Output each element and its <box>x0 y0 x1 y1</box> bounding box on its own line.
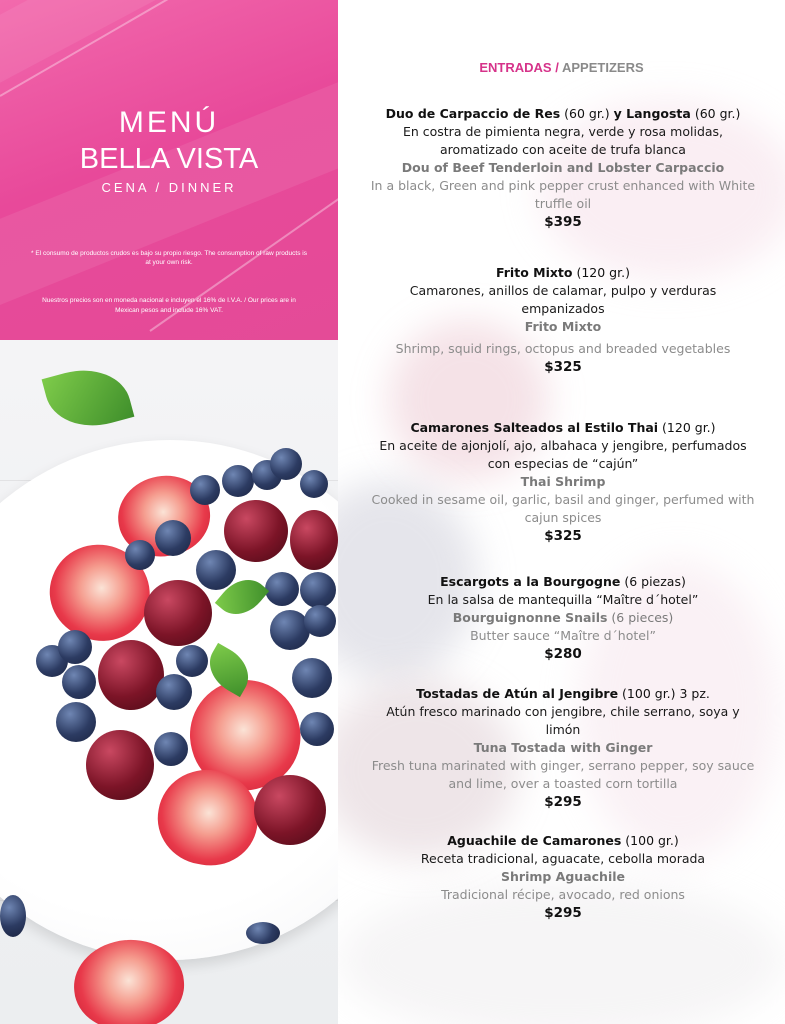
item-portion-en: (6 pieces) <box>611 610 674 625</box>
item-name-en: Shrimp Aguachile <box>501 869 625 884</box>
section-separator: / <box>555 60 559 75</box>
blueberry-icon <box>265 572 299 606</box>
item-description-en: Tradicional récipe, avocado, red onions <box>441 887 685 902</box>
cherry-icon <box>86 730 154 800</box>
item-name-es-2: y Langosta <box>613 106 691 121</box>
blueberry-icon <box>300 470 328 498</box>
item-description-en: Fresh tuna marinated with ginger, serrano pepper, soy sauce and lime, over a toasted corn tortilla <box>371 758 755 791</box>
item-name-es: Camarones Salteados al Estilo Thai <box>410 420 659 435</box>
item-name-es: Escargots a la Bourgogne <box>440 574 621 589</box>
blueberry-icon <box>155 520 191 556</box>
menu-title: MENÚ <box>118 106 220 139</box>
blueberry-icon <box>125 540 155 570</box>
item-description-es: Camarones, anillos de calamar, pulpo y verduras empanizados <box>409 283 717 316</box>
decorative-band <box>0 0 338 96</box>
item-portion-es: (6 piezas) <box>624 574 686 589</box>
item-description-en: Shrimp, squid rings, octopus and breaded vegetables <box>395 341 731 356</box>
item-description-es: Atún fresco marinado con jengibre, chile serrano, soya y limón <box>386 704 740 737</box>
item-description-es: Receta tradicional, aguacate, cebolla morada <box>420 851 706 866</box>
item-description-en: Cooked in sesame oil, garlic, basil and ginger, perfumed with cajun spices <box>371 492 755 525</box>
item-portion-es: (100 gr.) <box>625 833 679 848</box>
menu-item <box>368 264 758 376</box>
item-portion-es: (120 gr.) <box>576 265 630 280</box>
cherry-icon <box>144 580 212 646</box>
cherry-icon <box>224 500 288 562</box>
blueberry-icon <box>58 630 92 664</box>
header-panel <box>0 0 338 340</box>
item-name-en: Thai Shrimp <box>520 474 606 489</box>
meal-subtitle: CENA / DINNER <box>101 180 237 195</box>
cherry-icon <box>98 640 164 710</box>
blueberry-icon <box>270 448 302 480</box>
section-title-en: APPETIZERS <box>562 60 644 75</box>
item-price: $395 <box>544 214 582 230</box>
price-notice: Nuestros precios son en moneda nacional e incluyen el 16% de I.V.A. / Our prices are in Mexican pesos and include 16% VAT. <box>42 297 296 314</box>
blueberry-icon <box>56 702 96 742</box>
item-name-es: Aguachile de Camarones <box>447 833 622 848</box>
restaurant-name: BELLA VISTA <box>79 143 259 175</box>
fruit-plate-photo <box>0 340 338 1024</box>
item-name-en: Dou of Beef Tenderloin and Lobster Carpaccio <box>401 160 725 175</box>
item-portion-es: (100 gr.) 3 pz. <box>622 686 710 701</box>
item-name-es: Tostadas de Atún al Jengibre <box>416 686 619 701</box>
menu-item <box>368 832 758 922</box>
item-name-en: Frito Mixto <box>524 319 602 334</box>
cherry-icon <box>290 510 338 570</box>
blueberry-icon <box>190 475 220 505</box>
blueberry-icon <box>300 572 336 608</box>
blueberry-icon <box>156 674 192 710</box>
raw-products-notice: * El consumo de productos crudos es bajo su propio riesgo. The consumption of raw products is at your own risk. <box>31 250 307 266</box>
blueberry-icon <box>246 922 280 944</box>
menu-item <box>368 685 758 811</box>
item-portion-es: (60 gr.) <box>564 106 610 121</box>
menu-item <box>368 573 758 663</box>
blueberry-icon <box>304 605 336 637</box>
item-name-en: Bourguignonne Snails <box>452 610 608 625</box>
item-price: $295 <box>544 905 582 921</box>
item-description-es: En aceite de ajonjolí, ajo, albahaca y jengibre, perfumados con especias de “cajún” <box>379 438 747 471</box>
item-name-es: Frito Mixto <box>496 265 573 280</box>
item-description-en: Butter sauce “Maître d´hotel” <box>470 628 656 643</box>
item-description-es: En costra de pimienta negra, verde y rosa molidas, aromatizado con aceite de trufa blanca <box>402 124 724 157</box>
item-price: $295 <box>544 794 582 810</box>
blueberry-icon <box>222 465 254 497</box>
item-description-en: In a black, Green and pink pepper crust enhanced with White truffle oil <box>370 178 756 211</box>
blueberry-icon <box>62 665 96 699</box>
menu-item <box>368 419 758 545</box>
blueberry-icon <box>292 658 332 698</box>
item-price: $280 <box>544 646 582 662</box>
menu-content <box>338 0 785 1024</box>
item-name-en: Tuna Tostada with Ginger <box>473 740 653 755</box>
cherry-icon <box>254 775 326 845</box>
blueberry-icon <box>300 712 334 746</box>
section-title-es: ENTRADAS <box>479 60 552 75</box>
item-description-es: En la salsa de mantequilla “Maître d´hotel” <box>427 592 699 607</box>
item-portion-es: (120 gr.) <box>662 420 716 435</box>
mint-leaf-icon <box>42 359 135 438</box>
item-price: $325 <box>544 359 582 375</box>
blueberry-icon <box>154 732 188 766</box>
blueberry-icon <box>0 895 26 937</box>
blueberry-icon <box>176 645 208 677</box>
menu-item <box>368 105 758 231</box>
item-portion-es-2: (60 gr.) <box>694 106 741 121</box>
section-heading <box>338 60 785 75</box>
item-name-es: Duo de Carpaccio de Res <box>385 106 561 121</box>
blueberry-icon <box>196 550 236 590</box>
item-price: $325 <box>544 528 582 544</box>
